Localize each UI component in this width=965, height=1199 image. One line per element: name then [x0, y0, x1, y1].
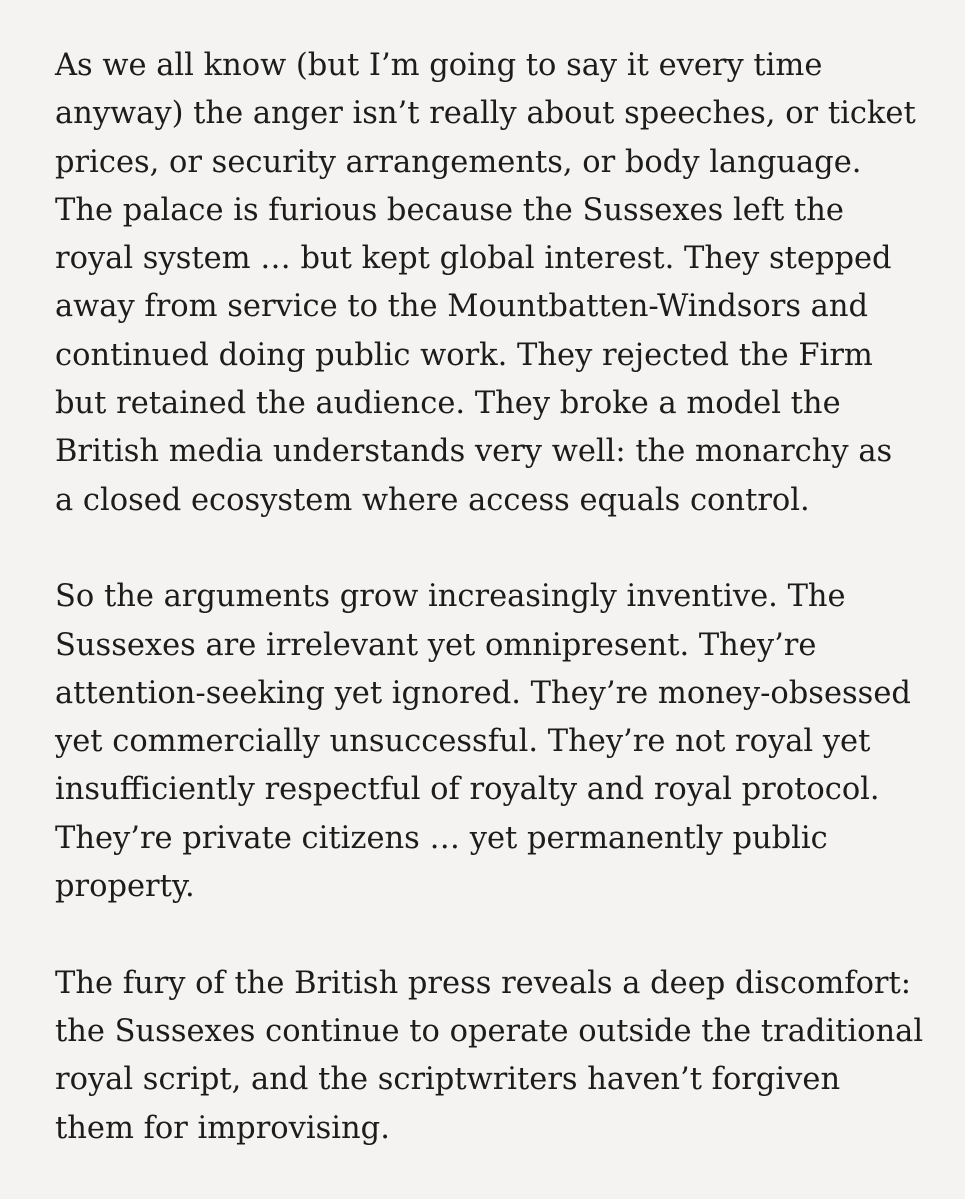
paragraph-line: attention-seeking yet ignored. They’re money-obsessed	[55, 675, 911, 711]
paragraph-line: insufficiently respectful of royalty and royal protocol.	[55, 772, 880, 808]
paragraph-line: British media understands very well: the monarchy as	[55, 434, 893, 470]
paragraph-line: away from service to the Mountbatten-Windsors and	[55, 289, 869, 325]
paragraph-line: but retained the audience. They broke a model the	[55, 386, 841, 422]
paragraph-line: The fury of the British press reveals a deep discomfort:	[55, 965, 912, 1001]
paragraph-3	[55, 960, 935, 1153]
paragraph-line: royal script, and the scriptwriters haven’t forgiven	[55, 1062, 841, 1098]
paragraph-line: the Sussexes continue to operate outside the traditional	[55, 1013, 924, 1049]
paragraph-line: prices, or security arrangements, or body language.	[55, 144, 862, 180]
paragraph-line: The palace is furious because the Sussexes left the	[55, 192, 844, 228]
paragraph-line: yet commercially unsuccessful. They’re not royal yet	[55, 724, 871, 760]
paragraph-line: Sussexes are irrelevant yet omnipresent. They’re	[55, 627, 817, 663]
paragraph-line: So the arguments grow increasingly inventive. The	[55, 579, 846, 615]
paragraph-line: They’re private citizens … yet permanently public	[55, 820, 828, 856]
article-body	[55, 42, 935, 1153]
paragraph-line: royal system … but kept global interest. They stepped	[55, 241, 892, 277]
paragraph-spacer	[55, 911, 935, 959]
paragraph-line: a closed ecosystem where access equals control.	[55, 482, 810, 518]
paragraph-line: anyway) the anger isn’t really about speeches, or ticket	[55, 96, 916, 132]
paragraph-spacer	[55, 525, 935, 573]
paragraph-line: them for improvising.	[55, 1110, 390, 1146]
paragraph-line: As we all know (but I’m going to say it every time	[55, 48, 823, 83]
paragraph-line: property.	[55, 869, 195, 905]
paragraph-line: continued doing public work. They rejected the Firm	[55, 337, 873, 373]
paragraph-1	[55, 42, 935, 525]
paragraph-2	[55, 573, 935, 911]
